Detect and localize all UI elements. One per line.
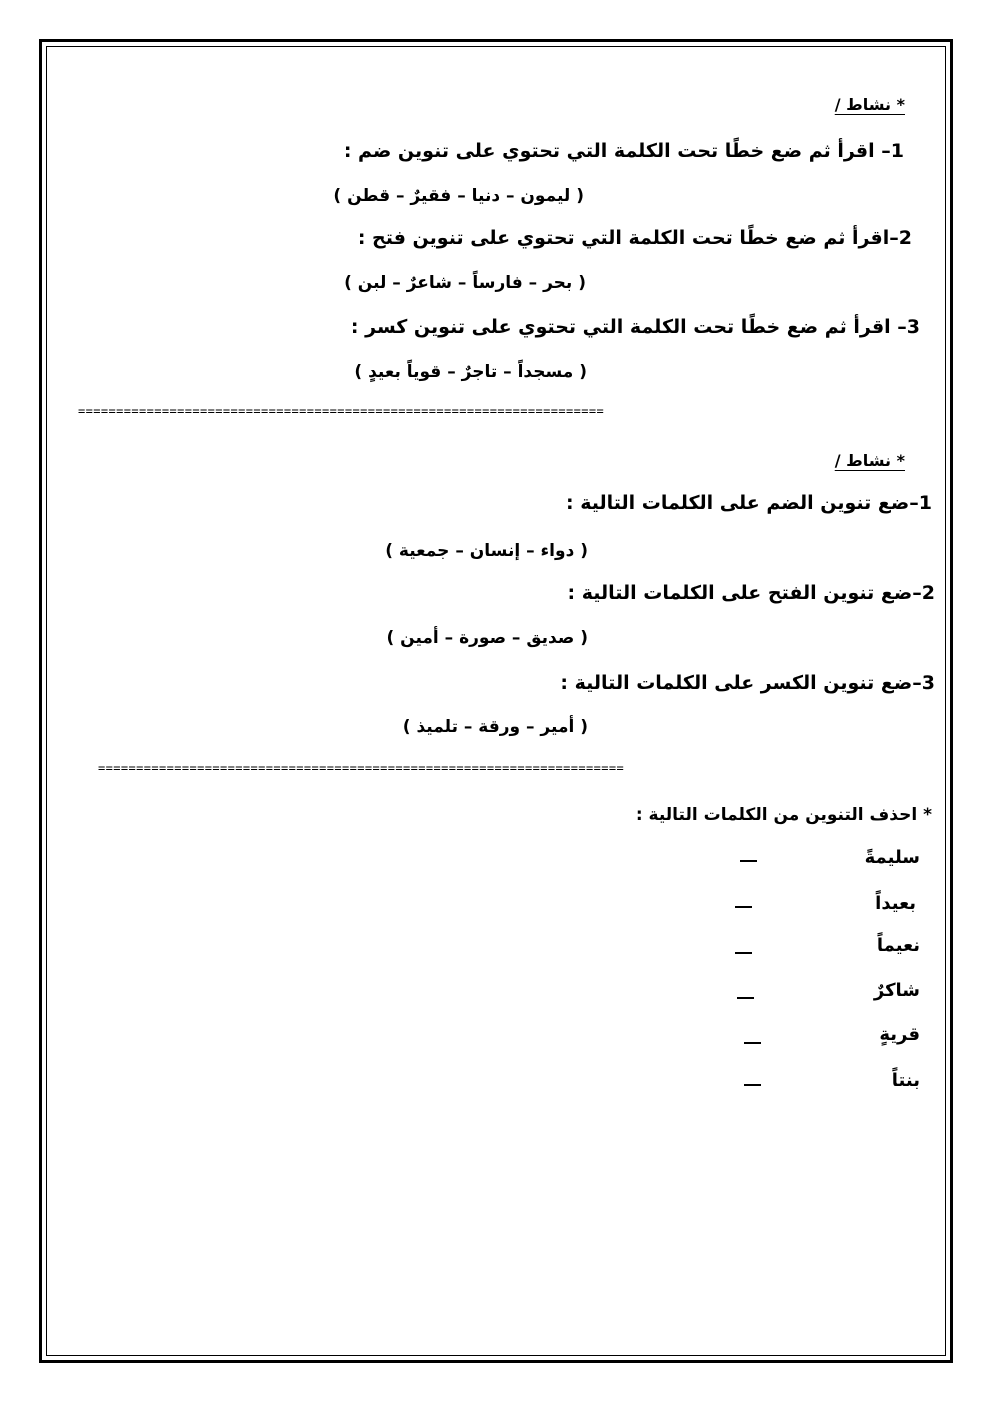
section1-question-2: 2–اقرأ ثم ضع خطًا تحت الكلمة التي تحتوي على تنوين فتح : (357, 227, 912, 249)
answer-dash (735, 952, 752, 954)
section1-words-3: ( مسجداً – تاجرٌ – قوياً بعيدٍ ) (354, 362, 587, 382)
section1-words-1: ( ليمون – دنيا – فقيرٌ – قطن ) (333, 186, 584, 206)
section1-question-3: 3– اقرأ ثم ضع خطًا تحت الكلمة التي تحتوي على تنوين كسر : (350, 316, 920, 338)
remove-tanween-word: بنتاً (891, 1070, 920, 1091)
answer-dash (735, 906, 752, 908)
answer-dash (740, 860, 757, 862)
remove-tanween-word: قريةٍ (879, 1024, 920, 1045)
answer-dash (744, 1042, 761, 1044)
section2-question-3: 3–ضع تنوين الكسر على الكلمات التالية : (560, 672, 935, 694)
answer-dash (744, 1084, 761, 1086)
section2-question-1: 1–ضع تنوين الضم على الكلمات التالية : (566, 492, 932, 514)
divider-1: ===================================================================== (78, 404, 605, 418)
section1-question-1: 1– اقرأ ثم ضع خطًا تحت الكلمة التي تحتوي على تنوين ضم : (343, 140, 904, 162)
remove-tanween-word: سليمةً (864, 847, 920, 868)
section1-words-2: ( بحر – فارساً – شاعرٌ – لبن ) (344, 273, 586, 293)
remove-tanween-word: بعيداً (875, 893, 916, 914)
remove-tanween-word: شاكرٌ (873, 980, 920, 1001)
divider-2: ===================================================================== (98, 761, 625, 775)
section2-words-1: ( دواء – إنسان – جمعية ) (385, 541, 588, 561)
section2-heading: * نشاط / (834, 451, 905, 470)
section2-question-2: 2–ضع تنوين الفتح على الكلمات التالية : (567, 582, 935, 604)
remove-tanween-word: نعيماً (876, 935, 920, 956)
section2-words-3: ( أمير – ورقة – تلميذ ) (402, 717, 588, 737)
answer-dash (737, 997, 754, 999)
section1-heading: * نشاط / (834, 95, 905, 114)
section3-instruction: * احذف التنوين من الكلمات التالية : (635, 805, 932, 825)
section2-words-2: ( صديق – صورة – أمين ) (386, 628, 588, 648)
